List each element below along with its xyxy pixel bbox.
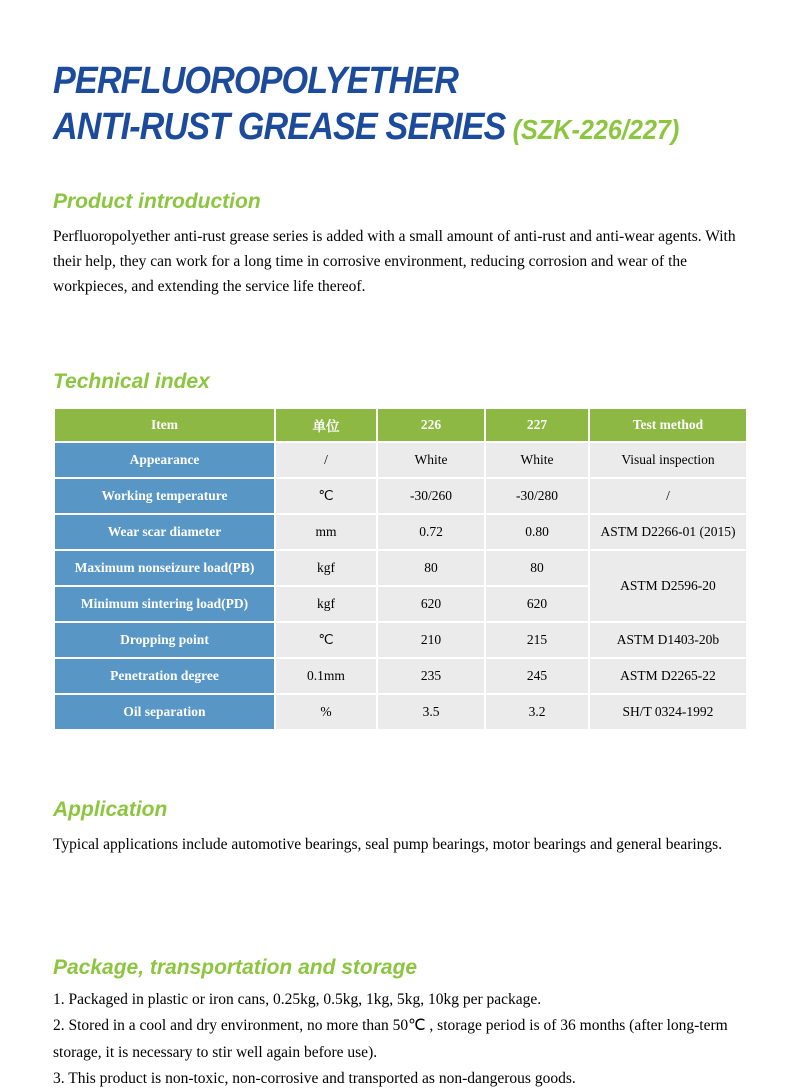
test-method-cell-merged: ASTM D2596-20: [589, 550, 747, 622]
header-227: 227: [485, 408, 589, 442]
package-line-1: 1. Packaged in plastic or iron cans, 0.25kg, 0.5kg, 1kg, 5kg, 10kg per package.: [53, 991, 542, 1009]
unit-cell: kgf: [275, 550, 377, 586]
unit-cell: %: [275, 694, 377, 730]
value-227-cell: 3.2: [485, 694, 589, 730]
package-line-3: 3. This product is non-toxic, non-corrosive and transported as non-dangerous goods.: [53, 1069, 576, 1087]
item-cell: Wear scar diameter: [54, 514, 275, 550]
unit-cell: mm: [275, 514, 377, 550]
test-method-cell: ASTM D2265-22: [589, 658, 747, 694]
unit-cell: kgf: [275, 586, 377, 622]
technical-index-table: [53, 407, 748, 731]
table-row-oil-separation: [54, 694, 747, 730]
section-heading-application: Application: [53, 798, 168, 822]
header-item: Item: [54, 408, 275, 442]
page-title: [53, 58, 745, 153]
item-cell: Appearance: [54, 442, 275, 478]
header-226: 226: [377, 408, 485, 442]
unit-cell: ℃: [275, 622, 377, 658]
section-heading-package: Package, transportation and storage: [53, 956, 418, 980]
item-cell: Working temperature: [54, 478, 275, 514]
test-method-cell: SH/T 0324-1992: [589, 694, 747, 730]
unit-cell: 0.1mm: [275, 658, 377, 694]
value-226-cell: 235: [377, 658, 485, 694]
value-227-cell: 215: [485, 622, 589, 658]
package-line-2: 2. Stored in a cool and dry environment, no more than 50℃ , storage period is of 36 months (after long-term storage, it is necessary to stir well again before use).: [53, 1017, 728, 1061]
table-row-maximum-nonseizure-load: [54, 550, 747, 586]
value-226-cell: 80: [377, 550, 485, 586]
test-method-cell: Visual inspection: [589, 442, 747, 478]
section-heading-technical-index: Technical index: [53, 370, 210, 394]
table-row-wear-scar-diameter: [54, 514, 747, 550]
test-method-cell: /: [589, 478, 747, 514]
test-method-cell: ASTM D2266-01 (2015): [589, 514, 747, 550]
value-227-cell: 80: [485, 550, 589, 586]
table-row-penetration-degree: [54, 658, 747, 694]
item-cell: Oil separation: [54, 694, 275, 730]
table-header-row: [54, 408, 747, 442]
unit-cell: /: [275, 442, 377, 478]
title-line-1: PERFLUOROPOLYETHER: [53, 60, 458, 102]
title-line-2: [53, 104, 680, 153]
header-test-method: Test method: [589, 408, 747, 442]
item-cell: Penetration degree: [54, 658, 275, 694]
table-row-working-temperature: [54, 478, 747, 514]
package-text-block: [53, 987, 745, 1091]
table-row-dropping-point: [54, 622, 747, 658]
item-cell: Dropping point: [54, 622, 275, 658]
section-heading-product-introduction: Product introduction: [53, 190, 261, 213]
product-code: (SZK-226/227): [512, 114, 680, 145]
value-226-cell: -30/260: [377, 478, 485, 514]
application-text: Typical applications include automotive bearings, seal pump bearings, motor bearings and general bearings.: [53, 836, 723, 854]
value-227-cell: 0.80: [485, 514, 589, 550]
unit-cell: ℃: [275, 478, 377, 514]
value-226-cell: White: [377, 442, 485, 478]
header-unit: 单位: [275, 408, 377, 442]
item-cell: Minimum sintering load(PD): [54, 586, 275, 622]
value-226-cell: 0.72: [377, 514, 485, 550]
value-227-cell: White: [485, 442, 589, 478]
value-227-cell: 245: [485, 658, 589, 694]
table-row-appearance: [54, 442, 747, 478]
product-introduction-text: Perfluoropolyether anti-rust grease series is added with a small amount of anti-rust and anti-wear agents. With their help, they can work for a long time in corrosive environment, reducing corrosion and wear of the workpieces, and extending the service life thereof.: [53, 228, 736, 296]
value-227-cell: 620: [485, 586, 589, 622]
value-226-cell: 3.5: [377, 694, 485, 730]
title-line-2-text: ANTI-RUST GREASE SERIES: [53, 106, 506, 148]
value-226-cell: 620: [377, 586, 485, 622]
value-227-cell: -30/280: [485, 478, 589, 514]
item-cell: Maximum nonseizure load(PB): [54, 550, 275, 586]
value-226-cell: 210: [377, 622, 485, 658]
test-method-cell: ASTM D1403-20b: [589, 622, 747, 658]
